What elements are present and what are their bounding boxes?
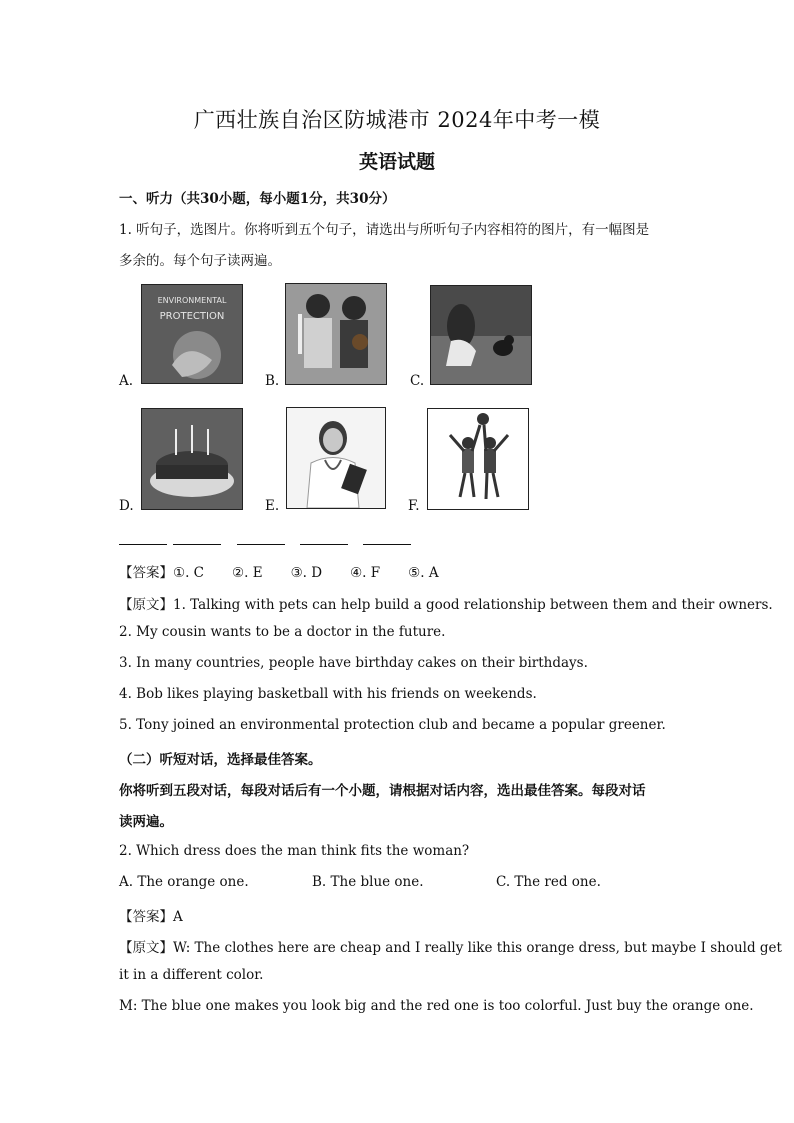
q2-option-c: C. The red one. bbox=[496, 874, 601, 890]
picture-label-d: D. bbox=[119, 498, 134, 514]
page-subtitle: 英语试题 bbox=[358, 151, 435, 173]
basketball-players-icon bbox=[427, 408, 529, 510]
answer-item: ③. D bbox=[290, 565, 323, 581]
q2-option-a: A. The orange one. bbox=[119, 874, 249, 890]
answer-item: ①. C bbox=[173, 565, 205, 581]
answer-blank-3 bbox=[237, 544, 285, 545]
q2-answer-line bbox=[119, 905, 183, 925]
q1-script-line5: 5. Tony joined an environmental protection club and became a popular greener. bbox=[119, 717, 666, 733]
section2-heading: （二）听短对话，选择最佳答案。 bbox=[119, 752, 322, 768]
poster-caption-line2: PROTECTION bbox=[159, 311, 225, 322]
q2-script-line2: it in a different color. bbox=[119, 967, 264, 983]
answer-blank-4 bbox=[300, 544, 348, 545]
picture-label-c: C. bbox=[410, 373, 425, 389]
answer-label: 【答案】 bbox=[119, 565, 173, 581]
q1-script-line3: 3. In many countries, people have birthday cakes on their birthdays. bbox=[119, 655, 588, 671]
section2-instruction-line1: 你将听到五段对话，每段对话后有一个小题，请根据对话内容，选出最佳答案。每段对话 bbox=[119, 783, 646, 799]
script-label: 【原文】 bbox=[119, 597, 173, 613]
q2-question: 2. Which dress does the man think fits the woman? bbox=[119, 843, 470, 859]
poster-caption-line1: ENVIRONMENTAL bbox=[157, 296, 227, 305]
q1-script-line2: 2. My cousin wants to be a doctor in the future. bbox=[119, 624, 446, 640]
answer-value: A bbox=[173, 909, 183, 925]
q1-answer-line bbox=[119, 561, 467, 581]
birthday-cake-icon bbox=[141, 408, 243, 510]
environmental-protection-poster-icon bbox=[141, 284, 243, 384]
answer-label: 【答案】 bbox=[119, 909, 173, 925]
q2-option-b: B. The blue one. bbox=[312, 874, 424, 890]
doctor-icon bbox=[286, 407, 386, 509]
picture-label-f: F. bbox=[408, 498, 420, 514]
page-title: 广西壮族自治区防城港市 2024年中考一模 bbox=[193, 108, 601, 132]
answer-item: ②. E bbox=[232, 565, 263, 581]
answer-blank-5 bbox=[363, 544, 411, 545]
picture-label-b: B. bbox=[265, 373, 280, 389]
q2-script-line3: M: The blue one makes you look big and the red one is too colorful. Just buy the orange one. bbox=[119, 998, 754, 1014]
picture-label-a: A. bbox=[119, 373, 134, 389]
script-label: 【原文】 bbox=[119, 940, 173, 956]
picture-label-e: E. bbox=[265, 498, 280, 514]
section1-heading: 一、听力（共30小题，每小题1分，共30分） bbox=[119, 191, 396, 207]
q1-script-line1 bbox=[119, 593, 773, 613]
script-text: 1. Talking with pets can help build a good relationship between them and their owners. bbox=[173, 597, 773, 613]
section2-instruction-line2: 读两遍。 bbox=[119, 814, 173, 830]
answer-blank-2 bbox=[173, 544, 221, 545]
answer-item: ④. F bbox=[350, 565, 381, 581]
q1-instruction-line2: 多余的。每个句子读两遍。 bbox=[119, 253, 281, 269]
two-boys-baseball-icon bbox=[285, 283, 387, 385]
q2-script-line1 bbox=[119, 936, 782, 956]
q1-script-line4: 4. Bob likes playing basketball with his friends on weekends. bbox=[119, 686, 537, 702]
answer-blank-1 bbox=[119, 544, 167, 545]
q1-instruction-line1: 1. 听句子，选图片。你将听到五个句子，请选出与所听句子内容相符的图片，有一幅图是 bbox=[119, 222, 650, 238]
answer-item: ⑤. A bbox=[408, 565, 439, 581]
woman-with-dog-icon bbox=[430, 285, 532, 385]
script-text: W: The clothes here are cheap and I really like this orange dress, but maybe I should get bbox=[173, 940, 782, 956]
